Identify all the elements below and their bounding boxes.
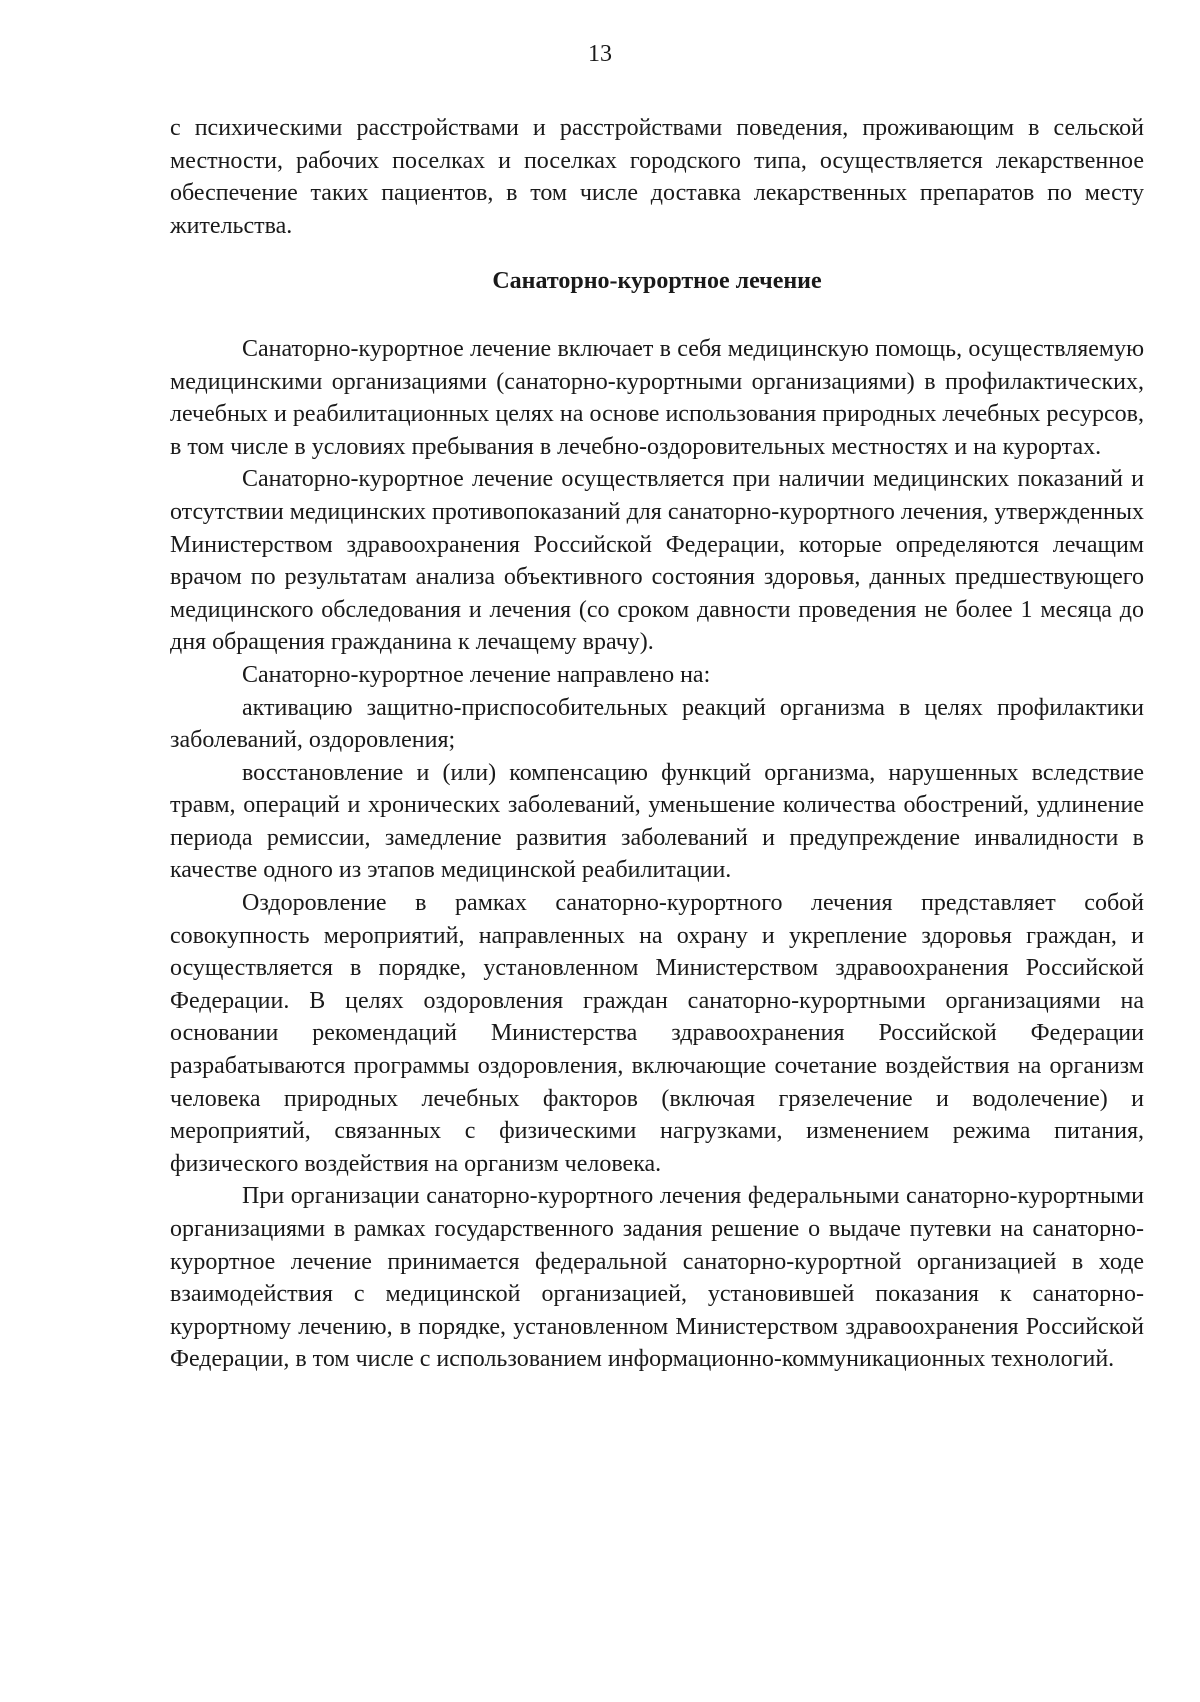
- paragraph: Оздоровление в рамках санаторно-курортного лечения представляет собой совокупность мероприятий, направленных на охрану и укрепление здоровья граждан, и осуществляется в порядке, установленном Министерством здравоохранения Российской Федерации. В целях оздоровления граждан санаторно-курортными организациями на основании рекомендаций Министерства здравоохранения Российской Федерации разрабатываются программы оздоровления, включающие сочетание воздействия на организм человека природных лечебных факторов (включая грязелечение и водолечение) и мероприятий, связанных с физическими нагрузками, изменением режима питания, физического воздействия на организм человека.: [170, 890, 1144, 1177]
- paragraph: Санаторно-курортное лечение направлено на:: [242, 661, 711, 688]
- intro-paragraph: с психическими расстройствами и расстройствами поведения, проживающим в сельской местности, рабочих поселках и поселках городского типа, осуществляется лекарственное обеспечение таких пациентов, в том числе доставка лекарственных препаратов по месту жительства.: [170, 115, 1144, 239]
- list-item: активацию защитно-приспособительных реакций организма в целях профилактики заболеваний, оздоровления;: [170, 694, 1144, 754]
- paragraph: При организации санаторно-курортного лечения федеральными санаторно-курортными организациями в рамках государственного задания решение о выдаче путевки на санаторно-курортное лечение принимается федеральной санаторно-курортной организацией в ходе взаимодействия с медицинской организацией, установившей показания к санаторно-курортному лечению, в порядке, установленном Министерством здравоохранения Российской Федерации, в том числе с использованием информационно-коммуникационных технологий.: [170, 1183, 1144, 1373]
- page-number: 13: [588, 41, 612, 67]
- document-body: [170, 112, 1144, 1376]
- paragraph: Санаторно-курортное лечение осуществляется при наличии медицинских показаний и отсутствии медицинских противопоказаний для санаторно-курортного лечения, утвержденных Министерством здравоохранения Российской Федерации, которые определяются лечащим врачом по результатам анализа объективного состояния здоровья, данных предшествующего медицинского обследования и лечения (со сроком давности проведения не более 1 месяца до дня обращения гражданина к лечащему врачу).: [170, 466, 1144, 656]
- section-heading: Санаторно-курортное лечение: [492, 268, 822, 295]
- paragraph: Санаторно-курортное лечение включает в себя медицинскую помощь, осуществляемую медицинскими организациями (санаторно-курортными организациями) в профилактических, лечебных и реабилитационных целях на основе использования природных лечебных ресурсов, в том числе в условиях пребывания в лечебно-оздоровительных местностях и на курортах.: [170, 335, 1144, 460]
- list-item: восстановление и (или) компенсацию функций организма, нарушенных вследствие травм, операций и хронических заболеваний, уменьшение количества обострений, удлинение периода ремиссии, замедление развития заболеваний и предупреждение инвалидности в качестве одного из этапов медицинской реабилитации.: [170, 759, 1144, 884]
